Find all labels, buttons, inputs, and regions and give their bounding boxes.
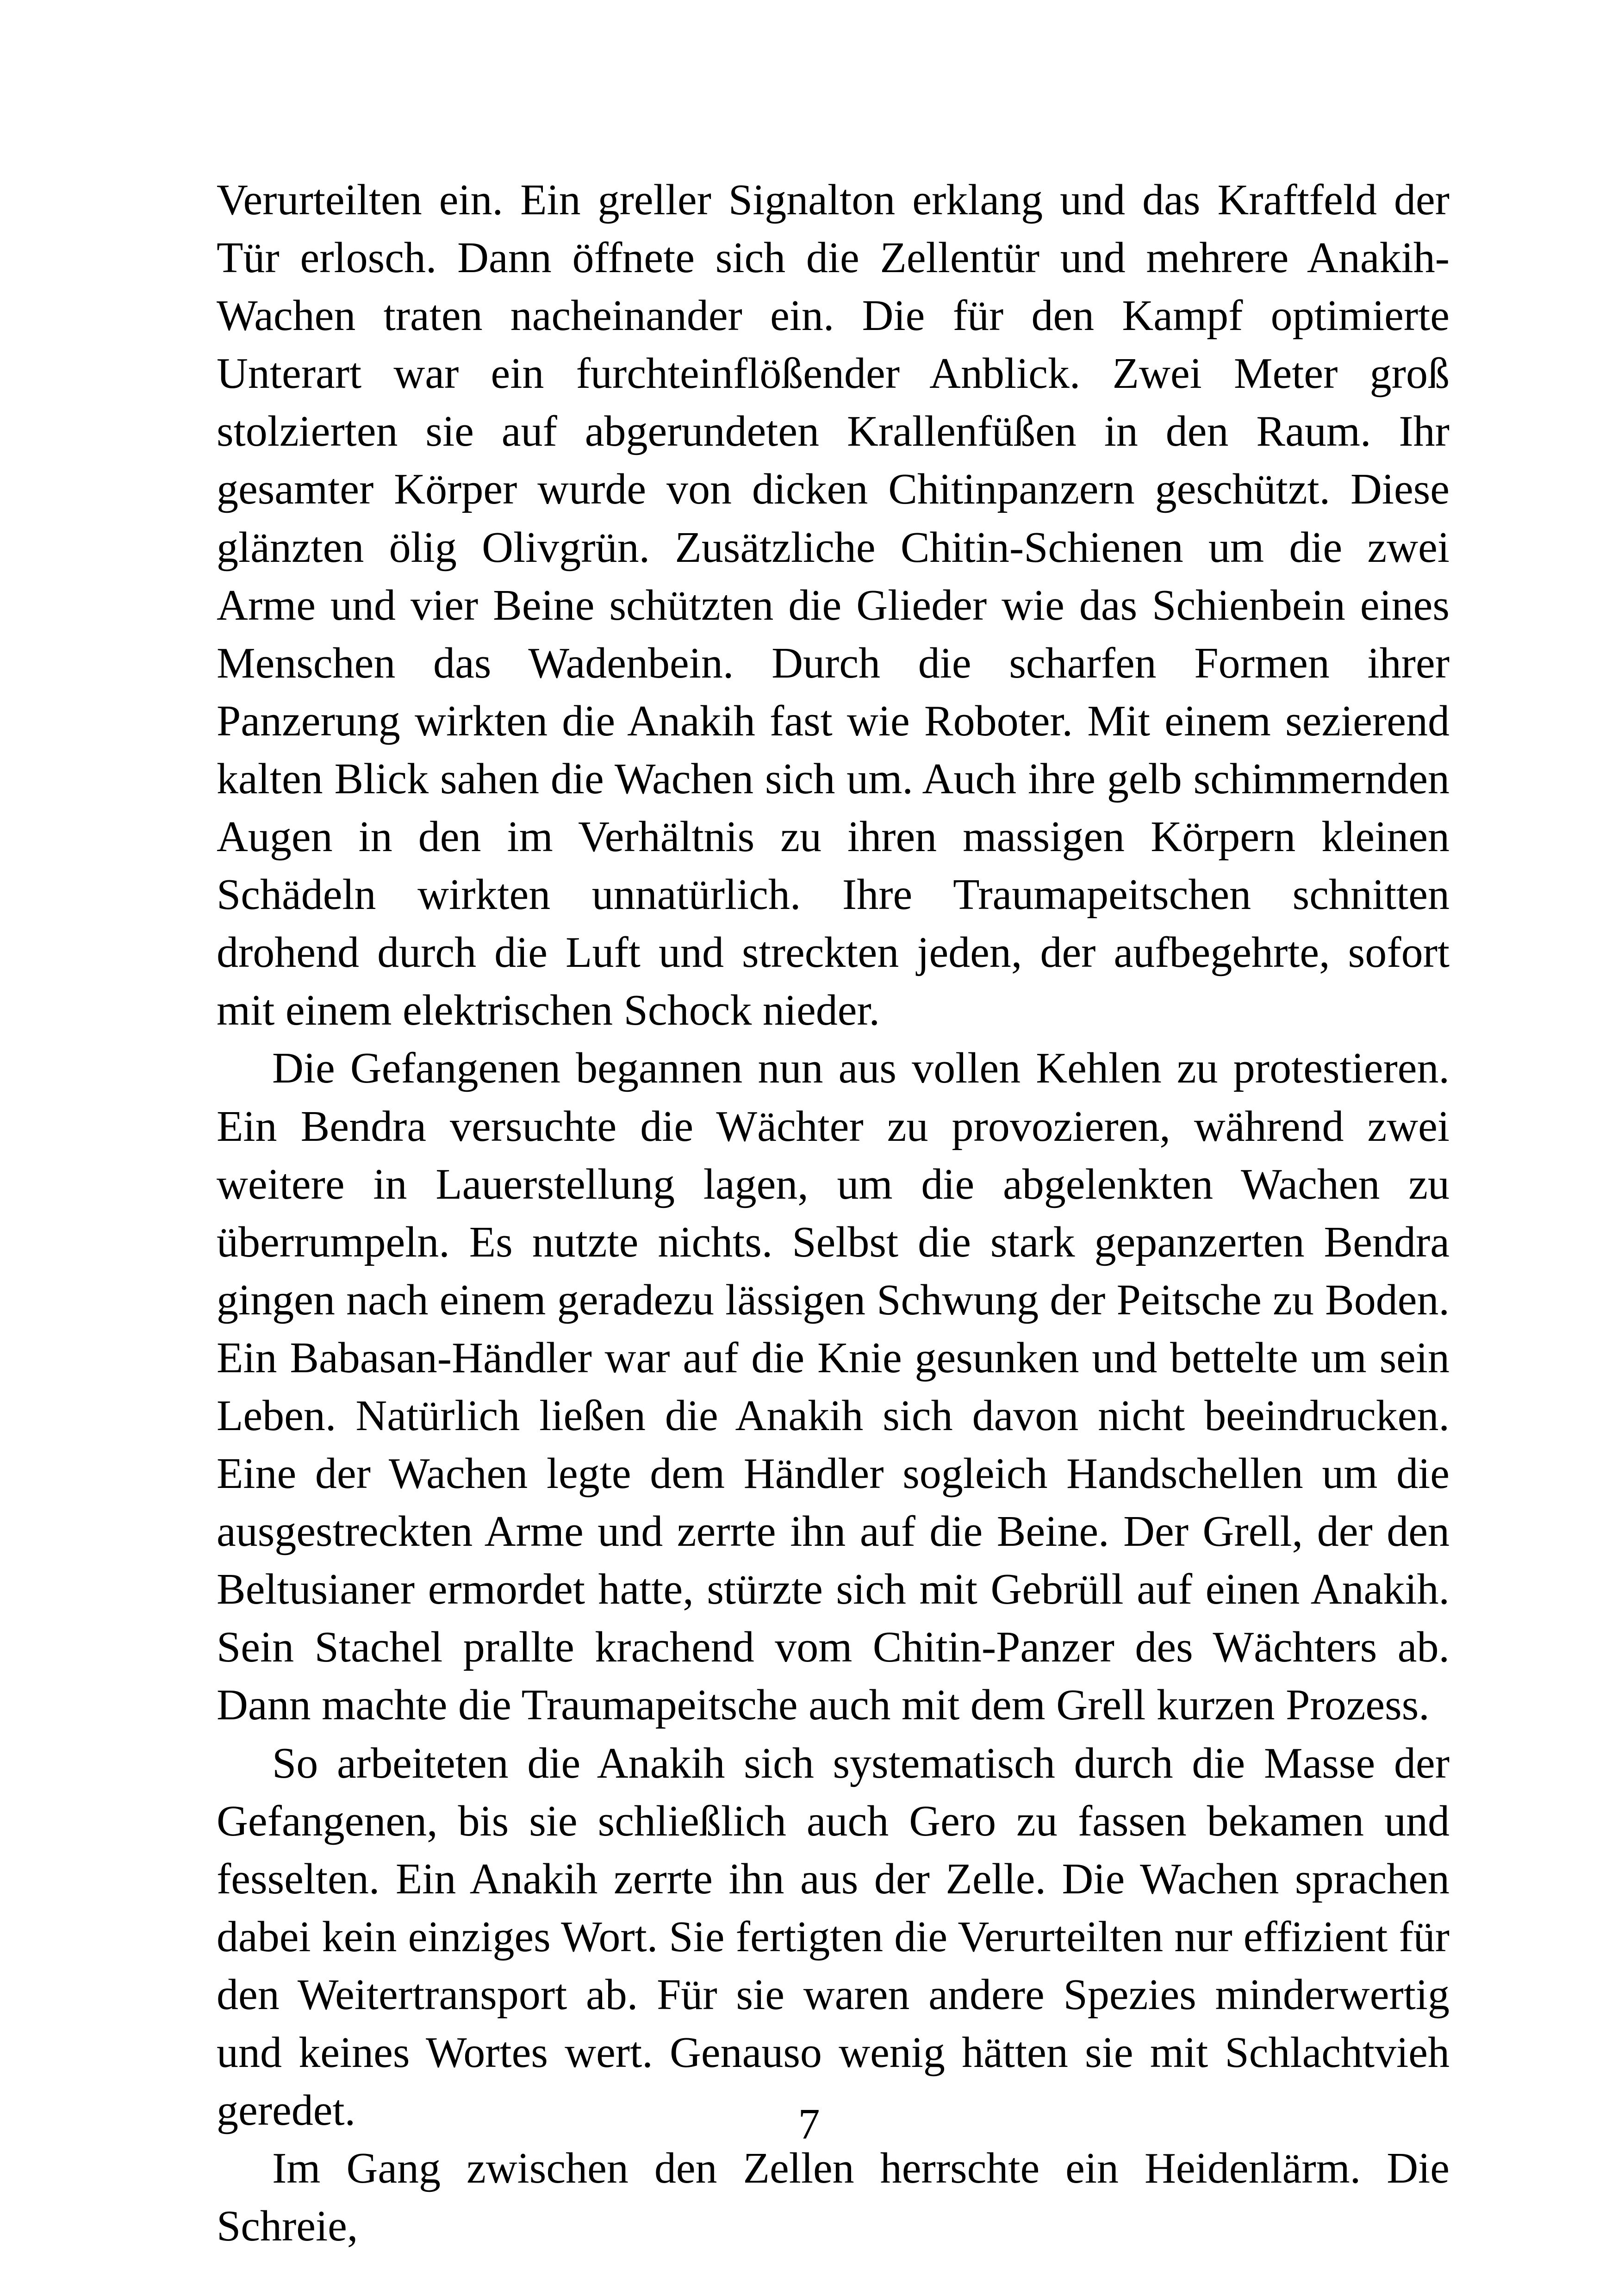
- paragraph-3: So arbeiteten die Anakih sich systematisch durch die Masse der Gefangenen, bis sie schließlich auch Gero zu fassen bekamen und fesselten. Ein Anakih zerrte ihn aus der Zelle. Die Wachen sprachen dabei kein einziges Wort. Sie fertigten die Verurteilten nur effizient für den Weitertransport ab. Für sie waren andere Spezies minderwertig und keines Wortes wert. Genauso wenig hätten sie mit Schlachtvieh geredet.: [217, 1739, 1450, 2135]
- paragraph-4: Im Gang zwischen den Zellen herrschte ein Heidenlärm. Die Schreie,: [217, 2144, 1450, 2251]
- page-number: 7: [798, 2100, 820, 2148]
- paragraph-2: Die Gefangenen begannen nun aus vollen Kehlen zu protestieren. Ein Bendra versuchte die Wächter zu provozieren, während zwei weitere in Lauerstellung lagen, um die abgelenkten Wachen zu überrumpeln. Es nutzte nichts. Selbst die stark gepanzerten Bendra gingen nach einem geradezu lässigen Schwung der Peitsche zu Boden. Ein Babasan-Händler war auf die Knie gesunken und bettelte um sein Leben. Natürlich ließen die Anakih sich davon nicht beeindrucken. Eine der Wachen legte dem Händler sogleich Handschellen um die ausgestreckten Arme und zerrte ihn auf die Beine. Der Grell, der den Beltusianer ermordet hatte, stürzte sich mit Gebrüll auf einen Anakih. Sein Stachel prallte krachend vom Chitin-Panzer des Wächters ab. Dann machte die Traumapeitsche auch mit dem Grell kurzen Prozess.: [217, 1044, 1450, 1730]
- paragraph-1: Verurteilten ein. Ein greller Signalton erklang und das Kraftfeld der Tür erlosch. Dann öffnete sich die Zellentür und mehrere Anakih-Wachen traten nacheinander ein. Die für den Kampf optimierte Unterart war ein furchteinflößender Anblick. Zwei Meter groß stolzierten sie auf abgerundeten Krallenfüßen in den Raum. Ihr gesamter Körper wurde von dicken Chitinpanzern geschützt. Diese glänzten ölig Olivgrün. Zusätzliche Chitin-Schienen um die zwei Arme und vier Beine schützten die Glieder wie das Schienbein eines Menschen das Wadenbein. Durch die scharfen Formen ihrer Panzerung wirkten die Anakih fast wie Roboter. Mit einem sezierend kalten Blick sahen die Wachen sich um. Auch ihre gelb schimmernden Augen in den im Verhältnis zu ihren massigen Körpern kleinen Schädeln wirkten unnatürlich. Ihre Traumapeitschen schnitten drohend durch die Luft und streckten jeden, der aufbegehrte, sofort mit einem elektrischen Schock nieder.: [217, 176, 1450, 1035]
- body-text: [217, 171, 1450, 2255]
